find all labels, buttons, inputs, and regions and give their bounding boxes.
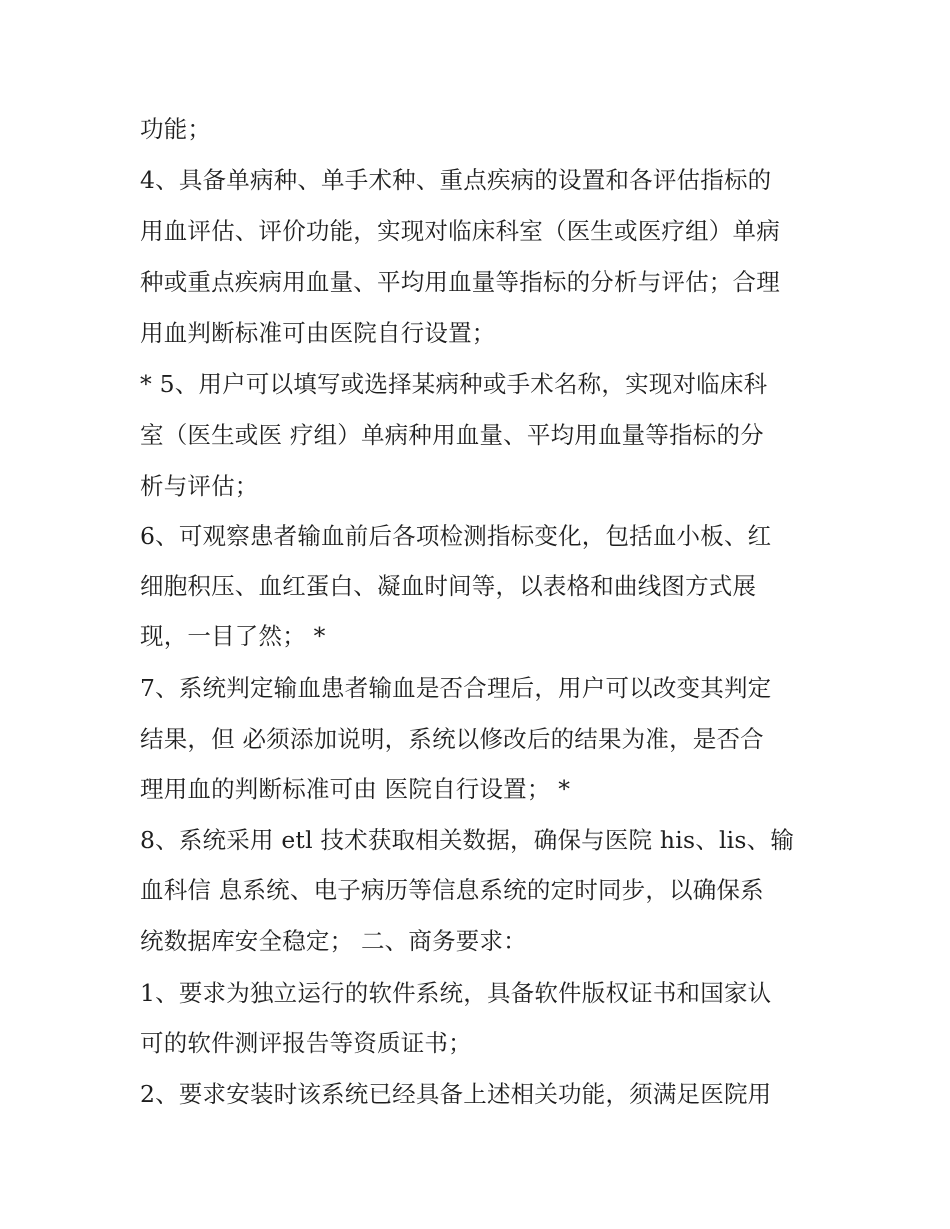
text-line-4: 种或重点疾病用血量、平均用血量等指标的分析与评估；合理: [140, 268, 780, 296]
text-line-13: 结果，但 必须添加说明，系统以修改后的结果为准，是否合: [140, 725, 764, 753]
text-line-20: 2、要求安装时该系统已经具备上述相关功能，须满足医院用: [140, 1080, 772, 1108]
text-line-14: 理用血的判断标准可由 医院自行设置； *: [140, 775, 571, 803]
text-line-3: 用血评估、评价功能，实现对临床科室（医生或医疗组）单病: [140, 217, 780, 245]
text-line-12: 7、系统判定输血患者输血是否合理后，用户可以改变其判定: [140, 674, 772, 702]
text-line-5: 用血判断标准可由医院自行设置；: [140, 319, 496, 347]
text-line-2: 4、具备单病种、单手术种、重点疾病的设置和各评估指标的: [140, 166, 772, 194]
text-line-16: 血科信 息系统、电子病历等信息系统的定时同步，以确保系: [140, 876, 764, 904]
text-line-1: 功能；: [140, 115, 212, 143]
text-line-11: 现，一目了然； *: [140, 622, 326, 650]
text-line-10: 细胞积压、血红蛋白、凝血时间等，以表格和曲线图方式展: [140, 572, 757, 600]
text-line-7: 室（医生或医 疗组）单病种用血量、平均用血量等指标的分: [140, 421, 764, 449]
text-line-18: 1、要求为独立运行的软件系统，具备软件版权证书和国家认: [140, 979, 772, 1007]
text-line-17: 统数据库安全稳定； 二、商务要求：: [140, 927, 527, 955]
text-line-15: 8、系统采用 etl 技术获取相关数据，确保与医院 his、lis、输: [140, 826, 795, 854]
text-line-19: 可的软件测评报告等资质证书；: [140, 1029, 472, 1057]
text-line-8: 析与评估；: [140, 472, 259, 500]
text-line-9: 6、可观察患者输血前后各项检测指标变化，包括血小板、红: [140, 522, 772, 550]
text-line-6: * 5、用户可以填写或选择某病种或手术名称，实现对临床科: [140, 370, 768, 398]
